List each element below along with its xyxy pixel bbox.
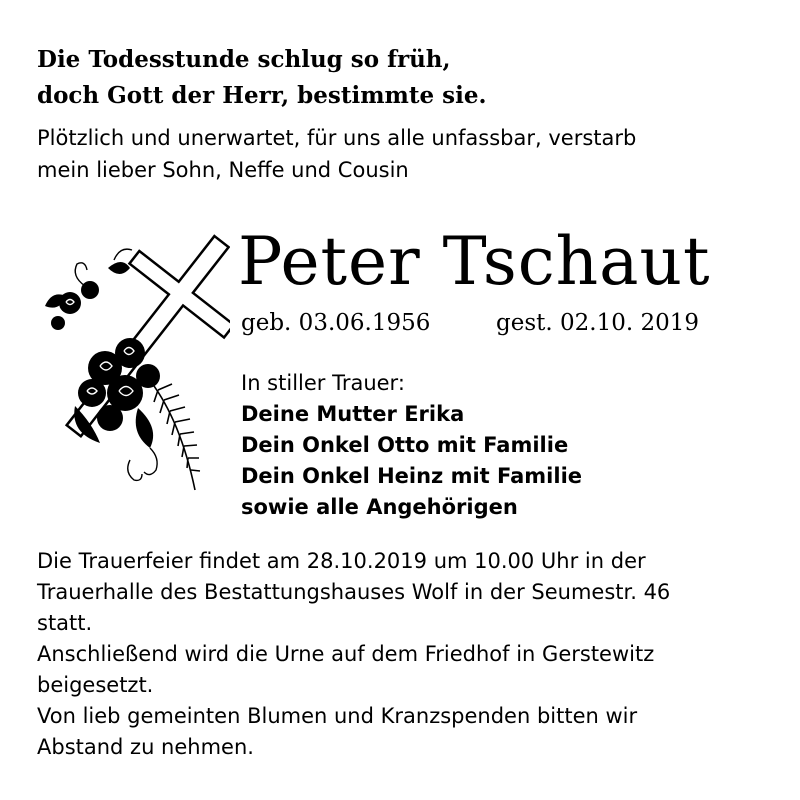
life-dates xyxy=(241,308,761,338)
announcement-intro xyxy=(37,122,777,186)
funeral-details xyxy=(37,546,782,763)
mourning-heading: In stiller Trauer: xyxy=(241,371,405,395)
motto-line: doch Gott der Herr, bestimmte sie. xyxy=(37,82,487,109)
birth-date: geb. 03.06.1956 xyxy=(241,310,431,336)
intro-line: mein lieber Sohn, Neffe und Cousin xyxy=(37,158,409,182)
funeral-line: Die Trauerfeier findet am 28.10.2019 um 10.00 Uhr in der xyxy=(37,549,646,573)
deceased-name: Peter Tschaut xyxy=(238,223,711,300)
mourners-block xyxy=(241,368,761,523)
funeral-line: beigesetzt. xyxy=(37,673,154,697)
death-date: gest. 02.10. 2019 xyxy=(496,310,700,336)
funeral-line: statt. xyxy=(37,611,93,635)
motto-verse xyxy=(37,42,777,114)
funeral-line: Anschließend wird die Urne auf dem Friedhof in Gerstewitz xyxy=(37,642,655,666)
intro-line: Plötzlich und unerwartet, für uns alle unfassbar, verstarb xyxy=(37,126,637,150)
funeral-line: Von lieb gemeinten Blumen und Kranzspenden bitten wir xyxy=(37,704,638,728)
cross-with-roses-icon xyxy=(30,228,230,504)
mourner-line: Dein Onkel Heinz mit Familie xyxy=(241,464,583,488)
mourner-line: Deine Mutter Erika xyxy=(241,402,465,426)
motto-line: Die Todesstunde schlug so früh, xyxy=(37,46,451,73)
funeral-line: Trauerhalle des Bestattungshauses Wolf in der Seumestr. 46 xyxy=(37,580,671,604)
mourner-line: sowie alle Angehörigen xyxy=(241,495,518,519)
funeral-line: Abstand zu nehmen. xyxy=(37,735,254,759)
mourner-line: Dein Onkel Otto mit Familie xyxy=(241,433,569,457)
